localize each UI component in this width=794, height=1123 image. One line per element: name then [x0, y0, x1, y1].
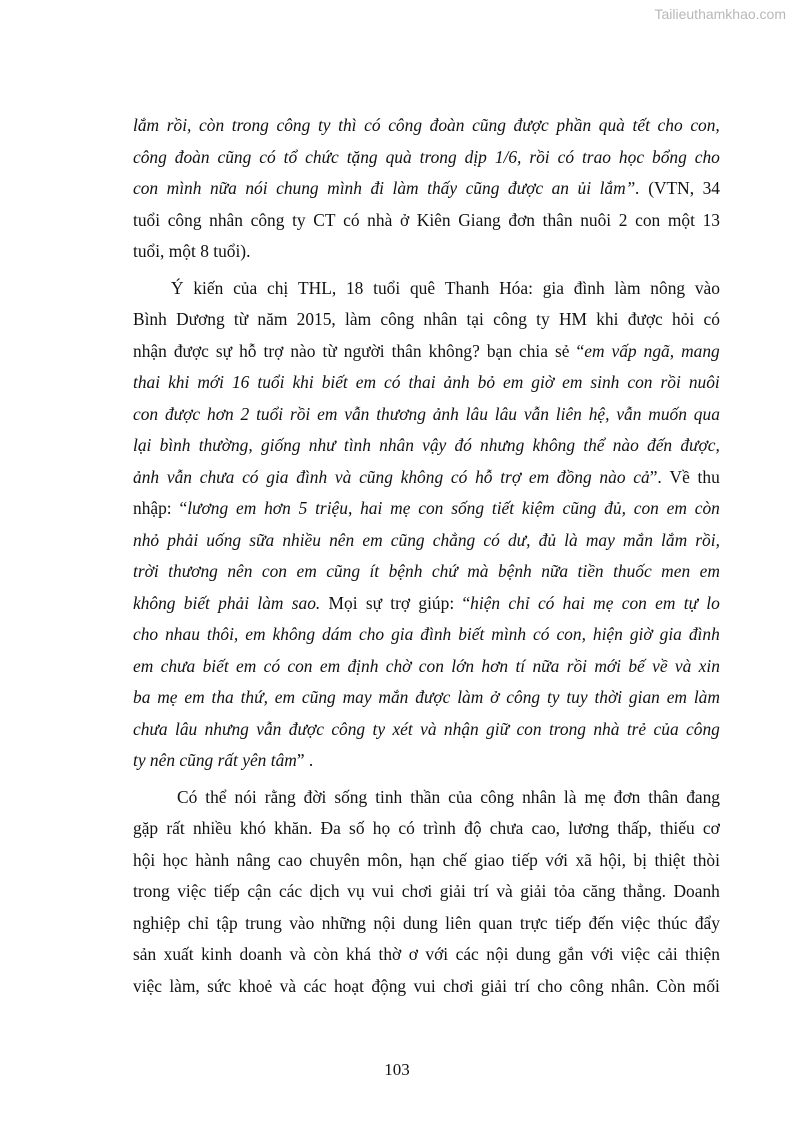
text-line: nghiệp chỉ tập trung vào những nội dung liên quan trực tiếp đến việc thúc đẩy: [133, 912, 720, 933]
text-line: tuổi, một 8 tuổi).: [133, 241, 251, 261]
watermark: Tailieuthamkhao.com: [654, 6, 786, 22]
text-line: em chưa biết em có con em định chờ con lớn hơn tí nữa rồi mới bế về và xin: [133, 655, 720, 676]
text-line: con mình nữa nói chung mình đi làm thấy cũng được an ủi lắm”. (VTN, 34: [133, 178, 720, 198]
page-number: 103: [384, 1060, 410, 1079]
document-body: [133, 110, 720, 1002]
text-line: ty nên cũng rất yên tâm” .: [133, 750, 314, 770]
text-line: trong việc tiếp cận các dịch vụ vui chơi giải trí và giải tỏa căng thẳng. Doanh: [133, 881, 720, 901]
text-line: trời thương nên con em cũng ít bệnh chứ mà bệnh nữa tiền thuốc men em: [133, 561, 720, 581]
text-line: nhỏ phải uống sữa nhiều nên em cũng chẳng có dư, đủ là may mắn lắm rồi,: [133, 529, 720, 550]
text-line: Có thể nói rằng đời sống tinh thần của công nhân là mẹ đơn thân đang: [177, 786, 720, 807]
text-line: chưa lâu nhưng vẫn được công ty xét và nhận giữ con trong nhà trẻ của công: [133, 718, 720, 739]
text-line: con được hơn 2 tuổi rồi em vẫn thương ảnh lâu lâu vẫn liên hệ, vẫn muốn qua: [133, 403, 720, 424]
text-line: cho nhau thôi, em không dám cho gia đình biết mình có con, hiện giờ gia đình: [133, 624, 720, 644]
text-line: không biết phải làm sao. Mọi sự trợ giúp: “hiện chỉ có hai mẹ con em tự lo: [133, 592, 720, 613]
text-line: nhận được sự hỗ trợ nào từ người thân không? bạn chia sẻ “em vấp ngã, mang: [133, 340, 720, 361]
paragraph: [133, 273, 720, 777]
text-line: gặp rất nhiều khó khăn. Đa số họ có trình độ chưa cao, lương thấp, thiếu cơ: [133, 818, 720, 838]
text-line: tuổi công nhân công ty CT có nhà ở Kiên Giang đơn thân nuôi 2 con một 13: [133, 209, 720, 230]
paragraph: [133, 782, 720, 1003]
text-line: công đoàn cũng có tổ chức tặng quà trong dịp 1/6, rồi có trao học bổng cho: [133, 146, 720, 167]
text-line: Ý kiến của chị THL, 18 tuổi quê Thanh Hóa: gia đình làm nông vào: [171, 277, 720, 298]
text-line: lại bình thường, giống như tình nhân vậy đó nhưng không thể nào đến được,: [133, 435, 720, 455]
text-line: Bình Dương từ năm 2015, làm công nhân tại công ty HM khi được hỏi có: [133, 309, 720, 329]
text-line: ảnh vẫn chưa có gia đình và cũng không có hỗ trợ em đồng nào cả”. Về thu: [133, 466, 720, 487]
text-line: thai khi mới 16 tuổi khi biết em có thai ảnh bỏ em giờ em sinh con rồi nuôi: [133, 372, 720, 392]
text-line: hội học hành nâng cao chuyên môn, hạn chế giao tiếp với xã hội, bị thiệt thòi: [133, 849, 720, 870]
text-line: việc làm, sức khoẻ và các hoạt động vui chơi giải trí cho công nhân. Còn mối: [133, 975, 720, 996]
text-line: sản xuất kinh doanh và còn khá thờ ơ với các nội dung gắn với việc cải thiện: [133, 944, 720, 964]
text-line: nhập: “lương em hơn 5 triệu, hai mẹ con sống tiết kiệm cũng đủ, con em còn: [133, 498, 720, 518]
paragraph: [133, 110, 720, 268]
text-line: ba mẹ em tha thứ, em cũng may mắn được làm ở công ty tuy thời gian em làm: [133, 687, 720, 707]
text-line: lắm rồi, còn trong công ty thì có công đoàn cũng được phần quà tết cho con,: [133, 115, 720, 135]
